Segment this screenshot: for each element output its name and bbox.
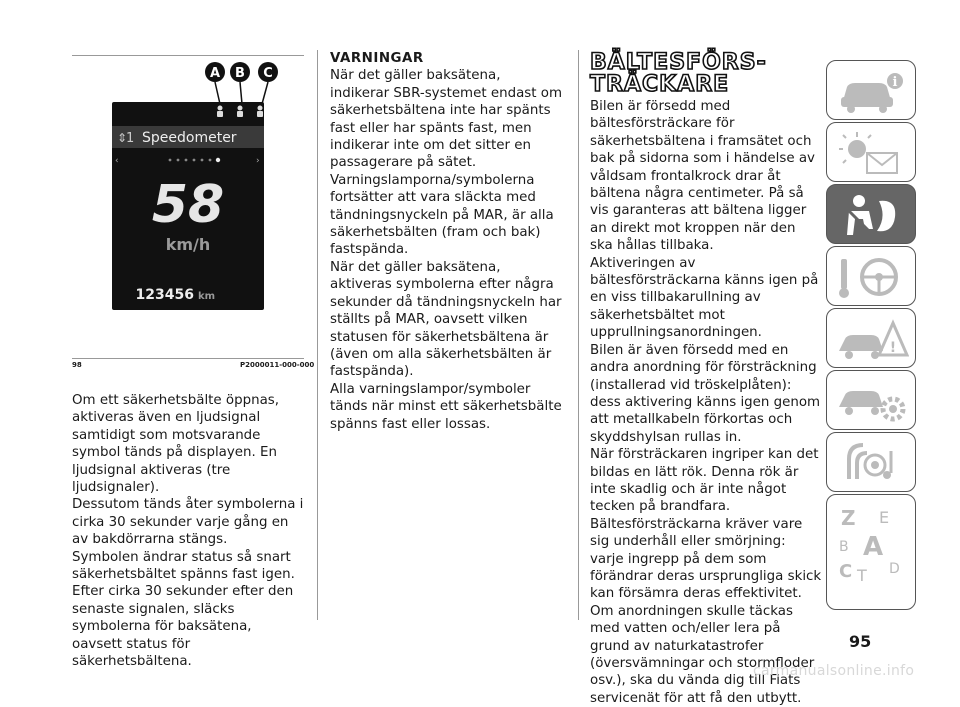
- page-dots: [169, 158, 221, 162]
- chevron-left-icon: ‹: [115, 156, 119, 166]
- breakdown-icon: [835, 315, 909, 363]
- column-2-warnings: [330, 50, 562, 433]
- tab-multimedia[interactable]: [826, 432, 916, 492]
- index-letter: T: [857, 566, 867, 585]
- col2-paragraph: När det gäller baksätena, aktiveras symbolerna efter några sekunder då tändningsnyckeln har ställts på MAR, oavsett vilken statusen för säkerhetsbältena är (även om alla säkerhetsbälten är fastspända).: [330, 259, 562, 380]
- tab-safety[interactable]: [826, 184, 916, 244]
- col1-paragraph: Om ett säkerhetsbälte öppnas, aktiveras även en ljudsignal samtidigt som motsvarande symbol tänds på displayen. En ljudsignal aktiveras (tre ljudsignaler).: [72, 393, 280, 496]
- speed-value: 58: [151, 175, 225, 235]
- col3-paragraph: Om anordningen skulle täckas med vatten och/eller lera på grund av naturkatastrofer (översvämningar och stormfloder osv.), ska du vända dig till Fiats servicenät för att få den utbytt.: [590, 603, 815, 706]
- menu-index: 1: [126, 131, 135, 146]
- page-number: 95: [849, 632, 872, 651]
- column-3-text: [590, 98, 822, 707]
- tab-warning-lights[interactable]: [826, 122, 916, 182]
- section-title-line2: TRÄCKARE: [590, 72, 730, 97]
- col2-paragraph: Varningslamporna/symbolerna fortsätter att vara släckta med tändningsnyckeln på MAR, är alla säkerhetsbälten (fram och bak) fastspända.: [330, 172, 554, 258]
- index-letter: A: [863, 532, 884, 562]
- col3-paragraph: Aktiveringen av bältesförsträckarna känns igen på en viss tillbakarullning av säkerhetsbältet mot upprullningsanordningen.: [590, 255, 819, 341]
- index-letter: D: [889, 561, 900, 577]
- svg-text:!: !: [889, 340, 897, 356]
- tab-emergency[interactable]: [826, 308, 916, 368]
- col3-paragraph: Bilen är även försedd med en andra anordning för försträckning (installerad vid tröskelplåten): dess aktivering känns igen genom att metallkabeln förkortas och skyddshylsan rullas in.: [590, 342, 821, 445]
- seatbelt-icon-a: [217, 106, 223, 118]
- chevron-right-icon: ›: [256, 156, 260, 166]
- col2-paragraph: När det gäller baksätena, indikerar SBR-systemet endast om säkerhetsbältena inte har spänts fast eller har spänts fast, men indikerar inte om det sitter en passagerare på sätet.: [330, 68, 563, 171]
- col3-paragraph: När försträckaren ingriper kan det bildas en lätt rök. Denna rök är inte skadlig och är inte något tecken på brandfara.: [590, 447, 819, 515]
- col3-paragraph: Bältesförsträckarna kräver vare sig underhåll eller smörjning: varje ingrepp på dem som förändrar deras ursprungliga skick kan försämra deras effektivitet.: [590, 516, 822, 602]
- menu-label: Speedometer: [142, 130, 237, 146]
- speed-unit: km/h: [165, 235, 211, 254]
- seatbelt-icon-b: [237, 106, 243, 118]
- index-letter: B: [839, 539, 849, 555]
- section-title: [590, 52, 767, 96]
- index-icon: [835, 501, 909, 605]
- warning-title: VARNINGAR: [330, 51, 424, 66]
- column-divider-2: [578, 50, 579, 620]
- callout-b: B: [235, 66, 245, 81]
- col1-paragraph: Symbolen ändrar status så snart säkerhetsbältet spänns fast igen.: [72, 549, 295, 583]
- tab-starting-driving[interactable]: [826, 246, 916, 306]
- figure-98: [72, 60, 304, 360]
- odometer-unit: km: [198, 291, 216, 302]
- footer-watermark: carmanualsonline.info: [753, 663, 915, 679]
- seatbelt-airbag-icon: [835, 191, 909, 239]
- svg-text:i: i: [892, 75, 898, 90]
- tab-car-info[interactable]: [826, 60, 916, 120]
- tab-index[interactable]: [826, 494, 916, 610]
- seatbelt-icon-c: [257, 106, 263, 118]
- top-rule: [72, 55, 304, 56]
- column-divider-1: [317, 50, 318, 620]
- car-info-icon: [835, 67, 909, 115]
- multimedia-icon: [835, 439, 909, 487]
- index-letter: E: [879, 508, 890, 527]
- tab-maintenance[interactable]: [826, 370, 916, 430]
- col1-paragraph: Dessutom tänds åter symbolerna i cirka 30 sekunder varje gång en av bakdörrarna stängs.: [72, 497, 304, 548]
- section-title-line1: BÄLTESFÖRS-: [590, 50, 767, 75]
- col3-paragraph: Bilen är försedd med bältesförsträckare för säkerhetsbältena i framsätet och bak på sidorna som i händelse av våldsam frontalkrock drar åt bältena några centimeter. På så vis garanteras att bältena ligger an direkt mot kroppen när den ska hållas tillbaka.: [590, 99, 815, 254]
- index-letter: C: [839, 561, 853, 582]
- col1-paragraph: Efter cirka 30 sekunder efter den senaste signalen, släcks symbolerna för baksätena, oavsett status för säkerhetsbältena.: [72, 584, 294, 670]
- callout-a: A: [209, 66, 221, 81]
- callout-c: C: [263, 66, 273, 81]
- figure-code: P2000011-000-000: [240, 361, 315, 369]
- maintenance-icon: [835, 377, 909, 425]
- index-letter: Z: [841, 506, 856, 530]
- odometer-value: 123456: [135, 287, 194, 303]
- instrument-display: [112, 102, 264, 310]
- warning-lights-icon: [835, 129, 909, 177]
- steering-key-icon: [835, 253, 909, 301]
- col2-paragraph: Alla varningslampor/symboler tänds när minst ett säkerhetsbälte spänns fast eller lossas.: [330, 381, 562, 432]
- figure-number: 98: [72, 361, 82, 369]
- column-1-text: [72, 392, 304, 671]
- svg-text:⇕: ⇕: [117, 131, 128, 145]
